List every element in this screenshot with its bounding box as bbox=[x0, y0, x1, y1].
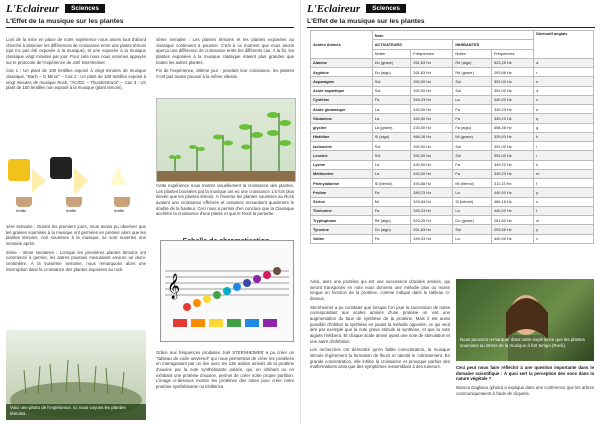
table-row bbox=[311, 160, 594, 169]
table-row bbox=[311, 123, 594, 132]
left-column-2 bbox=[156, 37, 294, 83]
amino-acid-cell: Asparagine bbox=[311, 77, 373, 86]
table-cell: Do (grave) bbox=[372, 58, 411, 67]
column-header: Note bbox=[372, 31, 533, 40]
table-cell: Fa bbox=[453, 114, 492, 123]
amino-acid-cell: Tryptophane bbox=[311, 216, 373, 225]
table-cell: 349,23 Hz bbox=[411, 188, 453, 197]
paragraph: Grâce aux fréquences produites Joël STERNHEIMER a pu créer un "tableau de code universel" qui nous permettrait de créer les protéines en interagissant par un lien avec les 136 acides aminés de la protéine d'auxine par la note synthétisante pulsée, qui, en inhibant ou en exhibant une protéine d'auxine, permet de créer notre propre partition. L'image ci-dessous montre les protéines des notes pour créer notre protéine synthétisante ou inhibitrice. bbox=[156, 350, 294, 390]
table-cell: 466,16 Hz bbox=[411, 132, 453, 141]
right-header bbox=[301, 0, 600, 15]
table-row bbox=[311, 86, 594, 95]
table-cell: La (grave) bbox=[372, 123, 411, 132]
table-cell: Sol bbox=[453, 225, 492, 234]
right-column-1 bbox=[310, 279, 450, 373]
table-cell: 440,00 Hz bbox=[491, 95, 533, 104]
table-cell: 523,25 Hz bbox=[491, 58, 533, 67]
paragraph: 4ème semaine : Les plantes témoins et les plantes exposées au classique continuent à pousser. C'est à ce moment que nous avons aperçu une différence de croissance entre les différents cas. À la fin, les plantes exposées à la musique classique étaient plus grandes que toutes les autres plantes. bbox=[156, 37, 294, 65]
table-cell: Fa bbox=[372, 95, 411, 104]
table-row bbox=[311, 206, 594, 215]
table-cell: La bbox=[453, 95, 492, 104]
amino-acid-cell: Lysine bbox=[311, 160, 373, 169]
table-cell: l bbox=[534, 151, 594, 160]
column-header: Fréquences bbox=[411, 49, 453, 58]
table-cell: 392,00 Hz bbox=[491, 142, 533, 151]
table-cell: Sol bbox=[453, 86, 492, 95]
plant-stages-icon bbox=[157, 99, 295, 181]
table-cell: q bbox=[534, 114, 594, 123]
table-cell: 349,23 Hz bbox=[411, 95, 453, 104]
table-cell: Sol bbox=[372, 77, 411, 86]
table-cell: c bbox=[534, 95, 594, 104]
paragraph: Fin de l'expérience, 28ème jour : pendant leur croissance, les plantes n'ont pas toutes poussé à la même vitesse. bbox=[156, 68, 294, 80]
table-cell: y bbox=[534, 225, 594, 234]
column-header: Fréquences bbox=[491, 49, 533, 58]
table-cell: 261,63 Hz bbox=[411, 225, 453, 234]
table-cell: 261,63 Hz bbox=[411, 68, 453, 77]
table-row bbox=[311, 179, 594, 188]
section-tab[interactable]: Sciences bbox=[366, 4, 406, 13]
table-row bbox=[311, 225, 594, 234]
amino-acid-cell: Tyrosine bbox=[311, 225, 373, 234]
column-header: Notes bbox=[453, 49, 492, 58]
table-cell: Do (aigu) bbox=[372, 225, 411, 234]
amino-acid-table bbox=[310, 30, 594, 244]
table-cell: 293,66 Hz bbox=[491, 68, 533, 77]
table-cell: w bbox=[534, 216, 594, 225]
photo-caption: Nous pouvons remarquer dans notre expérience que les plantes soumises au stress de la musique à fort tempo (Rock). bbox=[460, 337, 585, 348]
table-cell: Sol bbox=[372, 151, 411, 160]
pot-icon bbox=[114, 197, 130, 207]
paragraph: 1ère semaine : Durant les premiers jours, nous avons pu observer que les graines soumises à la musique ont germées en premier alors que les plantes témoins, non soumises à la musique, se sont ouvertes une semaine après. bbox=[6, 224, 146, 247]
left-column-1-lower bbox=[6, 224, 146, 275]
researcher-photo bbox=[456, 279, 594, 361]
table-cell: 392,00 Hz bbox=[411, 86, 453, 95]
table-row bbox=[311, 132, 594, 141]
table-cell: m bbox=[534, 169, 594, 178]
paragraph: Les recherches ont démontré qu'en faible concentration, la musique stimule légèrement la formation de fleurs et ralentit le mûrissement. En grande concentration, elle inhibe la croissance et provoque parfois des malformations ainsi que des symptômes ressemblant à des tumeurs. bbox=[310, 347, 450, 370]
amino-acid-cell: Méthionine bbox=[311, 169, 373, 178]
amino-acid-cell: Isoleucine bbox=[311, 142, 373, 151]
paragraph: Ainsi, avec une protéine qui est une succession d'acides aminés, qui seront transposés en note nous donnera une mélodie plus ou moins longue en fonction de la protéine, comme indiqué dans le tableau ci-dessus. bbox=[310, 279, 450, 302]
table-cell: 392,00 Hz bbox=[411, 142, 453, 151]
amino-acid-cell: Arginine bbox=[311, 68, 373, 77]
table-cell: 466,16 Hz bbox=[491, 197, 533, 206]
table-cell: La bbox=[372, 105, 411, 114]
table-row bbox=[311, 197, 594, 206]
column-header: Acides Aminés bbox=[311, 31, 373, 59]
pot-label: lentille bbox=[66, 209, 77, 213]
column-header: INHIBANTES bbox=[453, 40, 534, 49]
table-cell: Mi (bémol) bbox=[453, 179, 492, 188]
table-row bbox=[311, 114, 594, 123]
table-row bbox=[311, 151, 594, 160]
pot-icon bbox=[66, 197, 82, 207]
table-cell: La bbox=[372, 114, 411, 123]
table-cell: 261,63 Hz bbox=[491, 216, 533, 225]
table-row bbox=[311, 77, 594, 86]
table-cell: s bbox=[534, 197, 594, 206]
table-row bbox=[311, 169, 594, 178]
table-cell: Sol bbox=[453, 77, 492, 86]
table-row bbox=[311, 95, 594, 104]
table-cell: g bbox=[534, 123, 594, 132]
table-cell: 440,00 Hz bbox=[491, 188, 533, 197]
table-cell: Si (aigu) bbox=[372, 132, 411, 141]
table-cell: i bbox=[534, 142, 594, 151]
table-cell: 440,00 Hz bbox=[491, 234, 533, 243]
article-title: L'Effet de la musique sur les plantes bbox=[307, 18, 595, 28]
table-cell: 349,23 Hz bbox=[411, 234, 453, 243]
table-cell: Ré (aigu) bbox=[372, 216, 411, 225]
amino-acid-cell: Valine bbox=[311, 234, 373, 243]
table-cell: 493,88 Hz bbox=[411, 179, 453, 188]
table-cell: 440,00 Hz bbox=[411, 105, 453, 114]
table-row bbox=[311, 58, 594, 67]
table-cell: Ré (aigu) bbox=[453, 58, 492, 67]
table-cell: Fa bbox=[453, 169, 492, 178]
left-column-1 bbox=[6, 37, 146, 94]
table-cell: 392,00 Hz bbox=[491, 151, 533, 160]
paragraph: Ceci peut nous faire réfléchir à une question importante dans le domaine scientifique : À quoi sert la perception des sons dans la nature végétale ? bbox=[456, 365, 594, 382]
table-row bbox=[311, 188, 594, 197]
amino-acid-cell: Acide aspartique bbox=[311, 86, 373, 95]
amino-acid-cell: Proline bbox=[311, 188, 373, 197]
amino-acid-cell: Glutamine bbox=[311, 114, 373, 123]
table-cell: d bbox=[534, 86, 594, 95]
table-cell: Fa bbox=[453, 160, 492, 169]
brand-logo: L'Eclaireur bbox=[6, 2, 60, 15]
table-cell: 220,00 Hz bbox=[411, 123, 453, 132]
left-column-2-bottom bbox=[156, 350, 294, 393]
table-cell: 440,00 Hz bbox=[411, 114, 453, 123]
table-cell: Do (grave) bbox=[453, 216, 492, 225]
portrait-illustration bbox=[456, 279, 594, 361]
plant-growth-diagram bbox=[156, 98, 296, 182]
chromatic-scale bbox=[160, 240, 294, 342]
table-cell: e bbox=[534, 105, 594, 114]
table-cell: 349,23 Hz bbox=[411, 206, 453, 215]
column-header: Diminutif anglais bbox=[534, 31, 594, 59]
table-cell: Sol bbox=[372, 142, 411, 151]
table-cell: k bbox=[534, 160, 594, 169]
amino-acid-cell: Leucine bbox=[311, 151, 373, 160]
amino-acid-cell: Cystéine bbox=[311, 95, 373, 104]
paragraph: Cette expérience nous montre visuellement la croissance des plantes. Les plantes boostées par la musique ont eu une croissance 1,5 fois plus élevée que les plantes témoin. À l'inverse les plantes soumises au Rock avaient une croissance effrénée et certaines mesuraient quasiment le double de la hauteur. Ceci nous a permis d'en conclure que la Classique accélère la croissance d'une plante et que le Rock la perturbe. bbox=[156, 183, 294, 217]
table-cell: 261,63 Hz bbox=[411, 58, 453, 67]
table-row bbox=[311, 68, 594, 77]
table-cell: 293,66 Hz bbox=[491, 225, 533, 234]
amino-acid-cell: Thréonine bbox=[311, 206, 373, 215]
amino-acid-cell: Acide glutamique bbox=[311, 105, 373, 114]
table-row bbox=[311, 142, 594, 151]
table-cell: t bbox=[534, 206, 594, 215]
brand-logo: L'Eclaireur bbox=[307, 2, 361, 15]
photo-caption: Voici une photo de l'expérience. Ici nous voyons les plantes témoins. bbox=[10, 405, 126, 416]
table-row bbox=[311, 216, 594, 225]
table-cell: 440,00 Hz bbox=[411, 160, 453, 169]
table-cell: Ré (grave) bbox=[453, 68, 492, 77]
table-cell: 349,23 Hz bbox=[491, 160, 533, 169]
table-cell: Mi (grave) bbox=[453, 132, 492, 141]
table-header-row bbox=[311, 31, 594, 40]
right-column-2 bbox=[456, 365, 594, 399]
table-cell: 392,00 Hz bbox=[411, 151, 453, 160]
table-cell: Fa bbox=[372, 234, 411, 243]
table-cell: Fa bbox=[372, 188, 411, 197]
amino-acid-cell: Alanine bbox=[311, 58, 373, 67]
table-cell: 523,25 Hz bbox=[411, 216, 453, 225]
table-cell: 440,00 Hz bbox=[491, 206, 533, 215]
table-cell: 349,23 Hz bbox=[491, 114, 533, 123]
table-cell: Fa bbox=[453, 105, 492, 114]
amino-acid-cell: glycine bbox=[311, 123, 373, 132]
paragraph: Lors de la mise en place de notre expérience nous avons tout d'abord cherché à observer les différences de croissance entre une plante témoin (qui n'a pas été exposée à la musique), et une exposée à la musique classique vingt minutes par jour. Pour cela nous nous sommes appuyés sur le protocole de l'expérience de Joël Sternheimer. bbox=[6, 37, 146, 65]
table-cell: Si (bémol) bbox=[372, 179, 411, 188]
experiment-photo bbox=[6, 330, 146, 420]
table-cell: 392,00 Hz bbox=[411, 77, 453, 86]
column-header: ACTIVATEURS bbox=[372, 40, 453, 49]
table-cell: Sol bbox=[453, 151, 492, 160]
table-cell: 349,23 Hz bbox=[491, 169, 533, 178]
table-cell: 311,13 Hz bbox=[491, 179, 533, 188]
experiment-illustration bbox=[6, 155, 146, 215]
table-cell: n bbox=[534, 77, 594, 86]
table-cell: La bbox=[453, 188, 492, 197]
amino-acid-cell: Histidine bbox=[311, 132, 373, 141]
table-row bbox=[311, 234, 594, 243]
paragraph: Monica Gagliano (photo) a expliqué dans une conférence que les arbres communiqueraient à l'aide de cliquetis. bbox=[456, 385, 594, 396]
table-cell: La bbox=[453, 206, 492, 215]
table-cell: Do (aigu) bbox=[372, 68, 411, 77]
table-cell: 329,63 Hz bbox=[491, 132, 533, 141]
amino-acid-cell: Sérine bbox=[311, 197, 373, 206]
pot-icon bbox=[16, 197, 32, 207]
table-cell: Sol bbox=[453, 142, 492, 151]
table-cell: 392,00 Hz bbox=[491, 77, 533, 86]
table-cell: v bbox=[534, 234, 594, 243]
music-staff-icon bbox=[161, 241, 293, 341]
table-cell: h bbox=[534, 132, 594, 141]
pot-label: lentille bbox=[114, 209, 125, 213]
table-cell: La bbox=[453, 234, 492, 243]
svg-text:𝄞: 𝄞 bbox=[167, 274, 181, 299]
table-cell: f bbox=[534, 179, 594, 188]
amino-acid-cell: Phénylalanine bbox=[311, 179, 373, 188]
table-cell: Mi bbox=[372, 197, 411, 206]
table-cell: 392,00 Hz bbox=[491, 86, 533, 95]
table-cell: 329,63 Hz bbox=[411, 197, 453, 206]
table-cell: a bbox=[534, 58, 594, 67]
table-cell: 440,00 Hz bbox=[411, 169, 453, 178]
table-cell: La bbox=[372, 169, 411, 178]
table-cell: Sol bbox=[372, 86, 411, 95]
table-cell: Si (bémol) bbox=[453, 197, 492, 206]
table-cell: r bbox=[534, 68, 594, 77]
table-cell: p bbox=[534, 188, 594, 197]
table-cell: La bbox=[372, 160, 411, 169]
column-header: Notes bbox=[372, 49, 411, 58]
section-tab[interactable]: Sciences bbox=[65, 4, 105, 13]
article-title: L'Effet de la musique sur les plantes bbox=[6, 18, 294, 28]
paragraph: Sternheimer a pu constater que lorsque l'on joue la succession de notes correspondant aux acides aminés d'une protéine on voit une augmentation du taux de synthèse de la protéine. Mais il est aussi possible d'inhiber la synthèse en jouant la mélodie opposée, ce qui veut dire par exemple que la note grave stimule la synthèse, et que la note aiguës l'inhibera. Et chaque acide aminé ayant une note de stimulation et une autre d'inhibition. bbox=[310, 304, 450, 344]
left-header bbox=[0, 0, 300, 15]
table-cell: 349,23 Hz bbox=[491, 105, 533, 114]
left-column-2-mid bbox=[156, 183, 294, 220]
table-cell: 698,46 Hz bbox=[491, 123, 533, 132]
table-cell: Fa bbox=[372, 206, 411, 215]
table-cell: Fa (aigu) bbox=[453, 123, 492, 132]
pot-label: lentille bbox=[16, 209, 27, 213]
paragraph: Cas 1 : Un plant de 100 lentilles exposé à vingt minutes de musique classique, "Bach – G Minor" – Cas 2 : Un plant de 100 lentilles exposé à vingt minutes de musique Rock, "AC/DC – Thunderstruck" – Cas 3 : Un plant de 100 lentilles non exposé à la musique (plant témoin). bbox=[6, 68, 146, 91]
table-row bbox=[311, 105, 594, 114]
paragraph: 2ème - 3ème semaines : Lorsque les premières plantes témoins ont commencé à germer, les autres pousses mesuraient environ un demi-centimètre. À la troisième semaine, nous remarquons alors une interruption dans la croissance des plantes exposées au rock. bbox=[6, 249, 146, 272]
